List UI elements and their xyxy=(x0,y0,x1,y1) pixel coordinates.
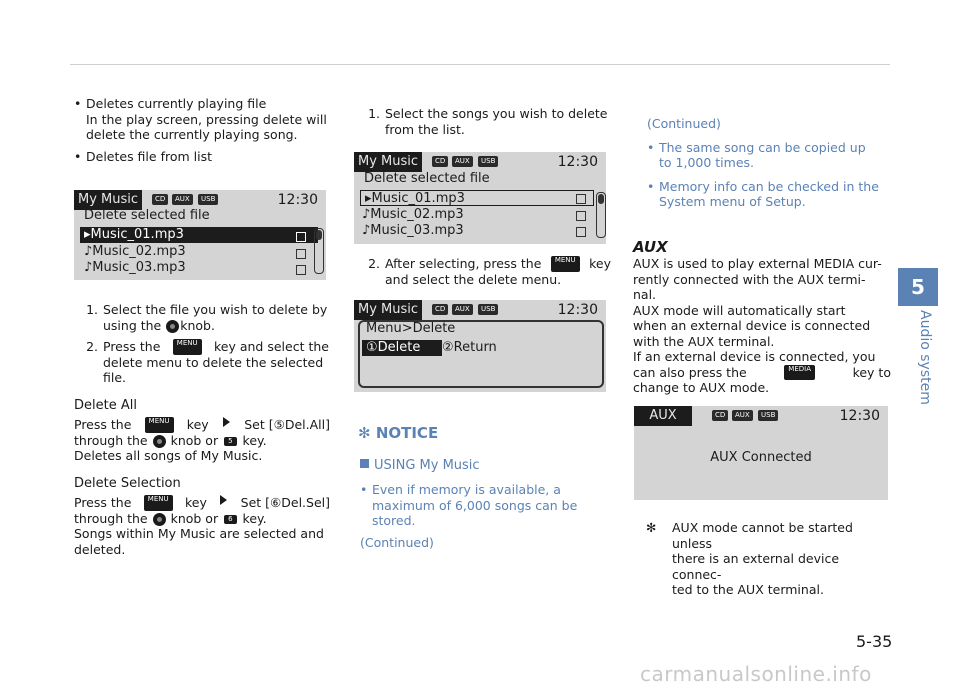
list-item: ♪Music_03.mp3 xyxy=(362,223,464,238)
menu-key-icon: MENU xyxy=(173,339,202,355)
screen-mymusic-delete: My Music CD AUX USB 12:30 Delete selected file ▸Music_01.mp3 ♪Music_02.mp3 ♪Music_03.mp3 xyxy=(74,190,326,280)
screen-mymusic-select: My Music CD AUX USB 12:30 Delete selected file ▸Music_01.mp3 ♪Music_02.mp3 ♪Music_03.mp3 xyxy=(354,152,606,244)
section-heading: Delete Selection xyxy=(74,475,181,491)
screen-title: My Music xyxy=(74,190,142,210)
menu-key-icon: MENU xyxy=(144,495,173,511)
knob-icon xyxy=(153,435,166,448)
column-2-step2 xyxy=(356,256,612,287)
aux-heading: AUX xyxy=(633,238,668,256)
arrow-right-icon xyxy=(223,417,230,427)
checkbox xyxy=(296,249,306,259)
screen-menu-delete: My Music CD AUX USB 12:30 Menu>Delete ①Delete ②Return xyxy=(354,300,606,392)
column-1-lower: 1. Select the file you wish to delete by using the knob. 2. Press the MENU key and select the delete menu to delete the selected file. Delete All Press the MENU key Set [⑤Del.All] through the knob or 5 key. Deletes all songs of My Music. Delete Selection Press the MENU key Set [⑥Del.Sel] through the knob or 6 key. Songs within My Music are selected and deleted. xyxy=(74,302,330,557)
watermark: carmanualsonline.info xyxy=(640,662,872,686)
step: 2. Press the MENU key and select the delete menu to delete the selected file. xyxy=(86,339,329,385)
aux-body: AUX is used to play external MEDIA cur- rently connected with the AUX termi- nal. AUX mode will automatically start when an external device is connected with the AUX terminal. If an external device is connected, you can also press the MEDIA key to change to AUX mode. xyxy=(633,256,891,395)
step: 1. Select the file you wish to delete by using the knob. xyxy=(86,302,328,333)
clock: 12:30 xyxy=(839,408,880,424)
checkbox xyxy=(296,232,306,242)
notice-heading: ✻ NOTICE xyxy=(358,424,439,442)
page-number: 5-35 xyxy=(856,632,893,651)
step: 1. Select the songs you wish to delete from the list. xyxy=(368,106,608,137)
screen-aux: AUX CD AUX USB 12:30 AUX Connected xyxy=(634,406,888,500)
bullet-item: • Deletes currently playing file In the play screen, pressing delete will delete the currently playing song. xyxy=(74,96,327,142)
notice-body: • Even if memory is available, a maximum of 6,000 songs can be stored. (Continued) xyxy=(360,482,578,550)
clock: 12:30 xyxy=(557,302,598,318)
knob-icon xyxy=(166,320,179,333)
checkbox xyxy=(576,227,586,237)
key-6-icon: 6 xyxy=(224,515,236,524)
scrollbar xyxy=(314,228,324,274)
aux-status: AUX Connected xyxy=(710,450,812,465)
notice-continued: (Continued) • The same song can be copied up to 1,000 times. • Memory info can be checked in the System menu of Setup. xyxy=(647,116,879,209)
menu-key-icon: MENU xyxy=(551,256,580,272)
list-item: ♪Music_02.mp3 xyxy=(84,244,186,259)
top-rule xyxy=(70,64,890,65)
chapter-label: Audio system xyxy=(917,310,933,405)
screen-title: My Music xyxy=(354,300,422,320)
menu-key-icon: MENU xyxy=(145,417,174,433)
list-item: ▸Music_01.mp3 xyxy=(360,190,594,206)
bullet-item: • Deletes file from list xyxy=(74,148,212,164)
section-heading: Delete All xyxy=(74,397,137,413)
knob-icon xyxy=(153,513,166,526)
media-key-icon: MEDIA xyxy=(784,365,815,381)
clock: 12:30 xyxy=(557,154,598,170)
list-item: ♪Music_03.mp3 xyxy=(84,260,186,275)
snowflake-icon: ✻ xyxy=(358,424,371,442)
column-1 xyxy=(74,96,330,164)
checkbox xyxy=(296,265,306,275)
chapter-tab: 5 xyxy=(898,268,938,306)
menu-option-delete: ①Delete xyxy=(362,340,442,356)
checkbox xyxy=(576,194,586,204)
arrow-right-icon xyxy=(220,495,227,505)
clock: 12:30 xyxy=(277,192,318,208)
column-2 xyxy=(356,106,612,137)
screen-title: My Music xyxy=(354,152,422,172)
scrollbar xyxy=(596,192,606,238)
square-bullet-icon xyxy=(360,459,369,468)
list-item: ♪Music_02.mp3 xyxy=(362,207,464,222)
list-item: ▸Music_01.mp3 xyxy=(80,227,318,243)
key-5-icon: 5 xyxy=(224,437,236,446)
aux-note: ✻ AUX mode cannot be started unless there is an external device connec- ted to the AUX terminal. xyxy=(646,520,853,597)
snowflake-icon: ✻ xyxy=(646,520,657,535)
checkbox xyxy=(576,211,586,221)
screen-title: AUX xyxy=(634,406,692,426)
notice-subheading: USING My Music xyxy=(360,458,480,473)
step: 2. After selecting, press the MENU key and select the delete menu. xyxy=(368,256,611,287)
menu-option-return: ②Return xyxy=(442,340,497,355)
